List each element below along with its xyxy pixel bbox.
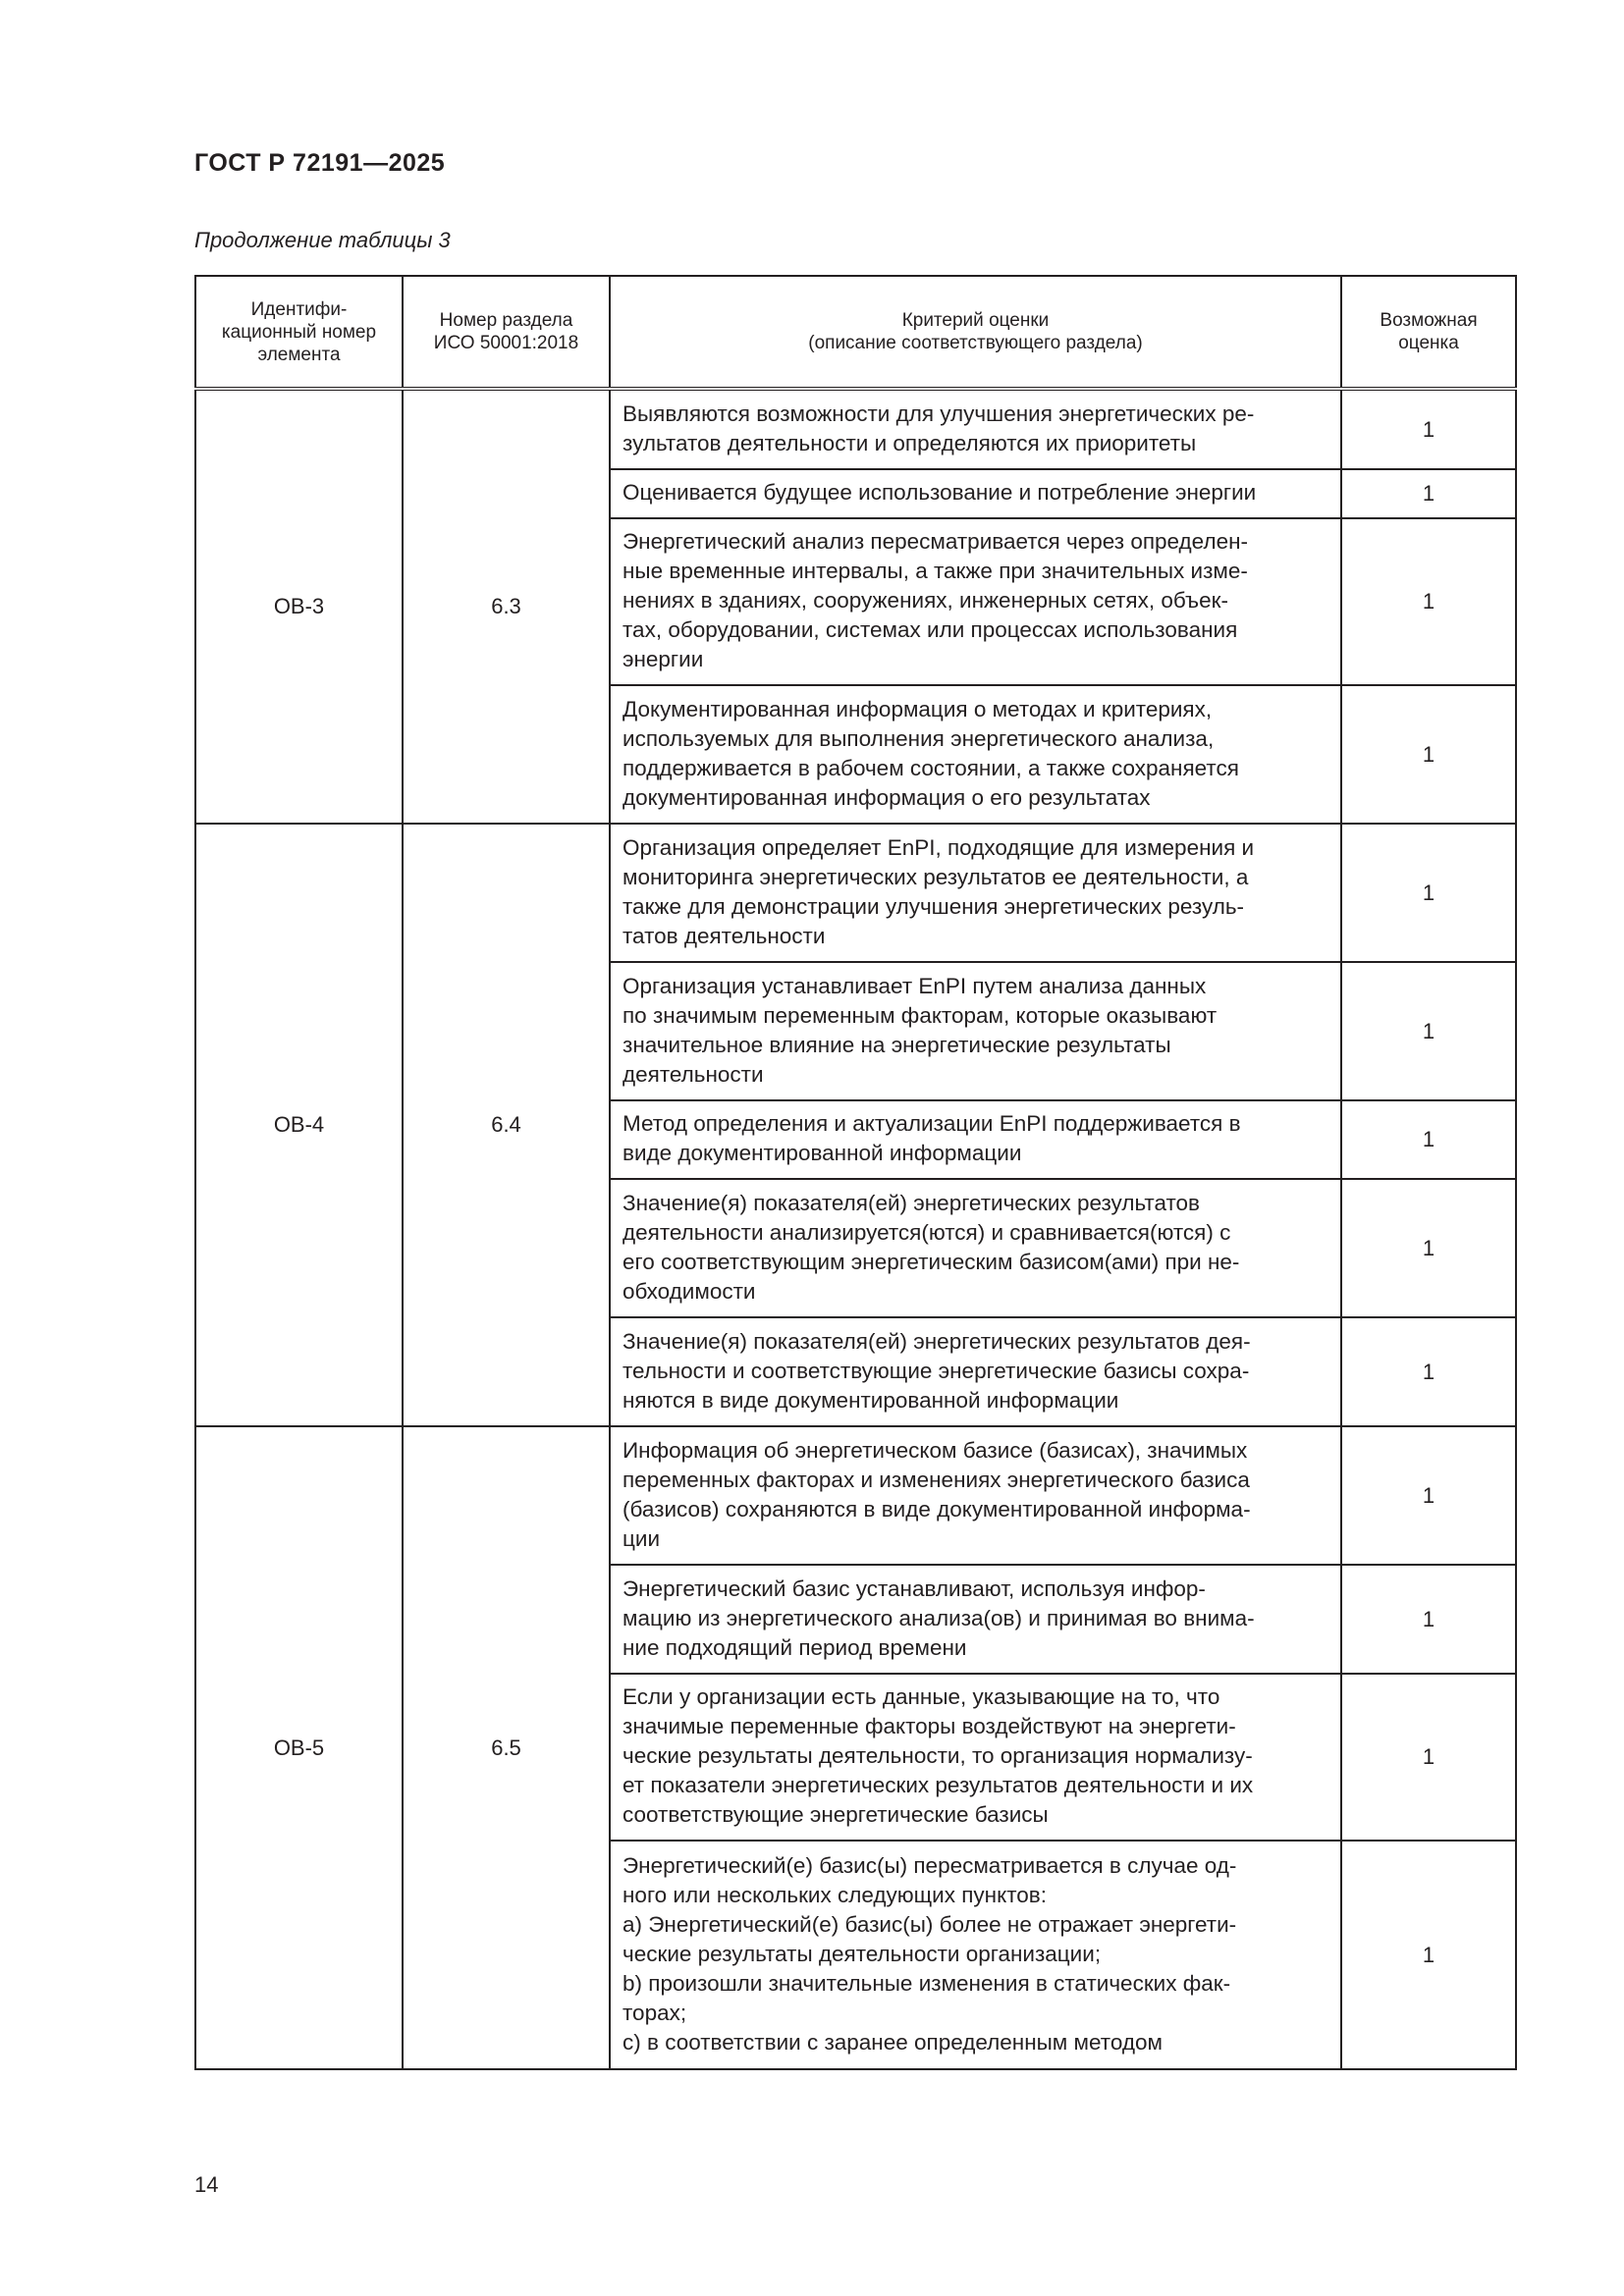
score-cell: 1 [1341,518,1516,685]
criterion-cell: Энергетический анализ пересматривается через определен- ные временные интервалы, а также при значительных изме- нениях в зданиях, сооружениях, инженерных сетях, объек- тах, оборудовании, системах или процессах использования энергии [610,518,1341,685]
score-cell: 1 [1341,1100,1516,1179]
column-header-section: Номер раздела ИСО 50001:2018 [403,276,610,389]
score-cell: 1 [1341,1674,1516,1841]
criterion-cell: Метод определения и актуализации EnPI поддерживается в виде документированной информации [610,1100,1341,1179]
element-id-cell: ОВ-4 [195,824,403,1426]
document-header: ГОСТ Р 72191—2025 [194,149,446,177]
evaluation-table [194,275,1517,2070]
section-number-cell: 6.5 [403,1426,610,2069]
section-number-cell: 6.3 [403,389,610,824]
criterion-cell: Информация об энергетическом базисе (базисах), значимых переменных факторах и изменениях энергетического базиса (базисов) сохраняются в виде документированной информа- ции [610,1426,1341,1565]
criterion-cell: Если у организации есть данные, указывающие на то, что значимые переменные факторы воздействуют на энергети- ческие результаты деятельности, то организация нормализу- ет показатели энергетических результатов деятельности и их соответствующие энергетические базисы [610,1674,1341,1841]
score-cell: 1 [1341,389,1516,469]
column-header-score: Возможная оценка [1341,276,1516,389]
score-cell: 1 [1341,824,1516,962]
criterion-cell: Организация устанавливает EnPI путем анализа данных по значимым переменным факторам, которые оказывают значительное влияние на энергетические результаты деятельности [610,962,1341,1100]
element-id-cell: ОВ-3 [195,389,403,824]
score-cell: 1 [1341,1426,1516,1565]
section-number-cell: 6.4 [403,824,610,1426]
element-id-cell: ОВ-5 [195,1426,403,2069]
criterion-cell: Оценивается будущее использование и потребление энергии [610,469,1341,518]
criterion-cell: Значение(я) показателя(ей) энергетических результатов дея- тельности и соответствующие энергетические базисы сохра- няются в виде документированной информации [610,1317,1341,1426]
criterion-cell: Энергетический базис устанавливают, используя инфор- мацию из энергетического анализа(ов) и принимая во внима- ние подходящий период времени [610,1565,1341,1674]
score-cell: 1 [1341,685,1516,824]
column-header-id: Идентифи- кационный номер элемента [195,276,403,389]
criterion-cell: Документированная информация о методах и критериях, используемых для выполнения энергетического анализа, поддерживается в рабочем состоянии, а также сохраняется документированная информация о его результатах [610,685,1341,824]
score-cell: 1 [1341,469,1516,518]
table-row [195,824,1516,962]
score-cell: 1 [1341,1179,1516,1317]
column-header-criterion: Критерий оценки (описание соответствующего раздела) [610,276,1341,389]
table-caption: Продолжение таблицы 3 [194,228,451,252]
score-cell: 1 [1341,1841,1516,2069]
score-cell: 1 [1341,1565,1516,1674]
criterion-cell: Выявляются возможности для улучшения энергетических ре- зультатов деятельности и определяются их приоритеты [610,389,1341,469]
table-row [195,389,1516,469]
score-cell: 1 [1341,962,1516,1100]
criterion-cell: Значение(я) показателя(ей) энергетических результатов деятельности анализируется(ются) и сравнивается(ются) с его соответствующим энергетическим базисом(ами) при не- обходимости [610,1179,1341,1317]
score-cell: 1 [1341,1317,1516,1426]
criterion-cell: Энергетический(е) базис(ы) пересматривается в случае од- ного или нескольких следующих пунктов: a) Энергетический(е) базис(ы) более не отражает энергети- ческие результаты деятельности организации; b) произошли значительные изменения в статических фак- торах; c) в соответствии с заранее определенным методом [610,1841,1341,2069]
page-number: 14 [194,2172,219,2197]
criterion-cell: Организация определяет EnPI, подходящие для измерения и мониторинга энергетических результатов ее деятельности, а также для демонстрации улучшения энергетических резуль- татов деятельности [610,824,1341,962]
table-row [195,1426,1516,1565]
table-header-row [195,276,1516,389]
